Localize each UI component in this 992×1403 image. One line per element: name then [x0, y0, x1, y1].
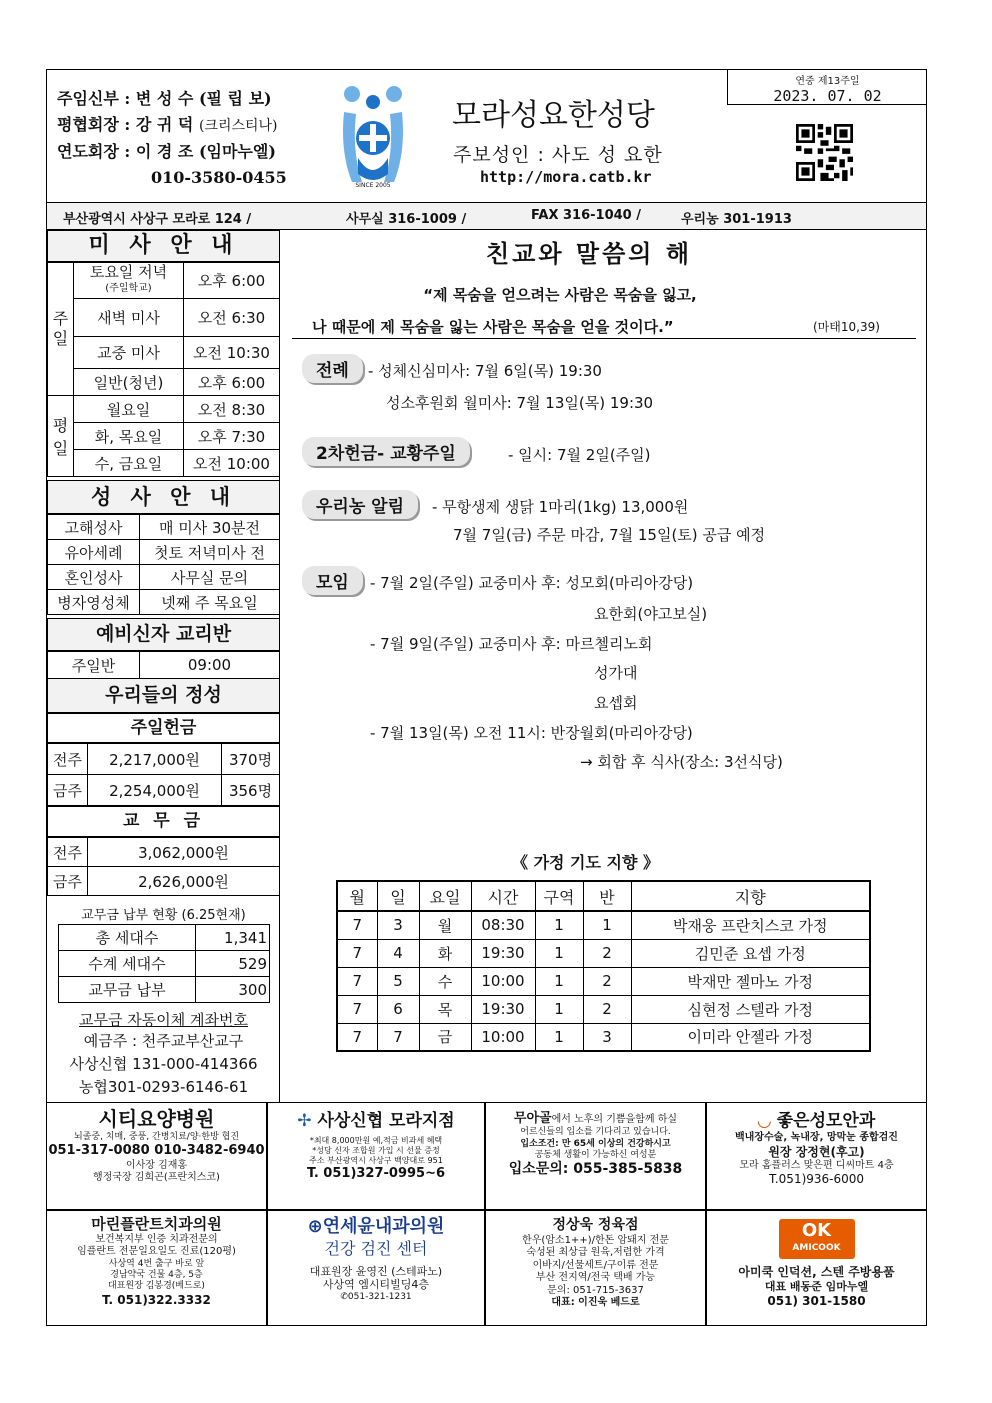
sacrament-info: 매 미사 30분전: [140, 515, 280, 540]
mass-table: [47, 262, 280, 477]
status-label: 수계 세대수: [59, 951, 196, 977]
notice-line: - 7월 2일(주일) 교중미사 후: 성모회(마리아강당): [370, 574, 694, 592]
mass-name: 화, 목요일: [74, 423, 184, 450]
notice-tag: 우리농 알림: [302, 490, 418, 519]
prayer-cell: 7: [377, 1023, 419, 1051]
ad-line: 뇌졸중, 치매, 중풍, 간병치료/양·한방 협진: [73, 1132, 240, 1142]
ad-line: 원장 장정현(후고): [768, 1144, 865, 1159]
credit-logo-icon: ✢: [297, 1111, 312, 1131]
ad-line: 사상역 4번 출구 바로 앞: [108, 1258, 205, 1269]
council-president-name: (크리스티나): [198, 118, 278, 134]
prayer-header: 요일: [419, 881, 471, 911]
yeondo-president: 연도회장 : 이 경 조 (임마누엘): [57, 142, 276, 161]
prayer-header: 구역: [535, 881, 583, 911]
sacrament-title: 성 사 안 내: [47, 480, 280, 514]
issue-box: [727, 69, 927, 105]
dues-amount: 2,626,000원: [88, 867, 280, 896]
ad-line: 무아골에서 노후의 기쁨을함께 하실: [513, 1111, 678, 1126]
mass-time: 오전 10:30: [184, 337, 280, 369]
ad-line: 숙성된 최상급 원육,저렴한 가격: [526, 1247, 665, 1258]
mass-time: 오전 6:30: [184, 299, 280, 337]
dues-amount: 3,062,000원: [88, 838, 280, 867]
mass-time: 오전 10:00: [184, 450, 280, 477]
notice-line: → 회합 후 식사(장소: 3선식당): [580, 753, 783, 771]
prayer-cell: 1: [535, 911, 583, 939]
prayer-cell: 박재만 젤마노 가정: [631, 967, 870, 995]
ad-line: 건강 검진 센터: [324, 1238, 428, 1258]
prayer-cell: 7: [337, 939, 377, 967]
sacrament-info: 사무실 문의: [140, 565, 280, 590]
prayer-cell: 화: [419, 939, 471, 967]
ad-line: 051-317-0080 010-3482-6940: [48, 1143, 265, 1159]
dues-label: 전주: [48, 838, 88, 867]
ad-line: 입소조건: 만 65세 이상의 건강하시고: [520, 1138, 671, 1149]
ad-line: 보건복지부 인증 치과전문의: [95, 1233, 218, 1245]
notice-line: - 7월 13일(목) 오전 11시: 반장월회(마리아강당): [370, 724, 693, 742]
prayer-cell: 1: [583, 911, 631, 939]
qr-code-icon[interactable]: [796, 124, 853, 181]
amicook-logo: [779, 1219, 855, 1259]
sunday-offering-title: 주일헌금: [47, 713, 280, 743]
issue-date: 2023. 07. 02: [773, 87, 882, 105]
prayer-cell: 월: [419, 911, 471, 939]
clinic-logo-icon: ⊕: [307, 1216, 323, 1237]
prayer-cell: 10:00: [471, 967, 535, 995]
prayer-cell: 1: [535, 1023, 583, 1051]
account-number: 농협301-0293-6146-61: [78, 1078, 249, 1096]
prayer-cell: 10:00: [471, 1023, 535, 1051]
mass-name: 교중 미사: [74, 337, 184, 369]
mass-time: 오후 6:00: [184, 369, 280, 396]
notice-liturgy: [302, 354, 363, 383]
ad-city-hospital: [46, 1102, 267, 1210]
notice-line: - 무항생제 생닭 1마리(1kg) 13,000원: [432, 498, 689, 516]
mass-name: 수, 금요일: [74, 450, 184, 477]
sacrament-name: 혼인성사: [48, 565, 140, 590]
mass-time: 오후 6:00: [184, 263, 280, 299]
sunday-offering-table: [47, 743, 280, 806]
mass-title: 미 사 안 내: [47, 230, 280, 262]
weekday-label: 평일: [48, 396, 74, 477]
amicook-logo-icon: OK: [801, 1220, 832, 1241]
council-president: 평협회장 : 강 귀 덕: [57, 115, 199, 134]
ad-title: ✢ 사상신협 모라지점: [297, 1111, 455, 1131]
offering-title: 우리들의 정성: [47, 678, 280, 713]
notice-collection: [302, 437, 470, 466]
ad-line: T. 051)327-0995~6: [306, 1166, 446, 1182]
ad-title: 마린플란트치과의원: [91, 1215, 222, 1233]
sacrament-info: 첫토 저녁미사 전: [140, 540, 280, 565]
ad-sasang-credit: [267, 1102, 485, 1210]
ad-line: 051) 301-1580: [767, 1293, 866, 1308]
ad-line: 어르신들의 입소를 기다리고 있습니다.: [520, 1127, 671, 1138]
prayer-cell: 1: [535, 939, 583, 967]
offering-amount: 2,217,000원: [88, 744, 222, 775]
account-list: [47, 1030, 280, 1099]
phone-icon: ✆: [340, 1292, 348, 1302]
offering-label: 전주: [48, 744, 88, 775]
quote-line-2: 나 때문에 제 목숨을 잃는 사람은 목숨을 얻을 것이다.”: [312, 318, 674, 336]
dues-table: [47, 837, 280, 896]
notice-line: - 7월 9일(주일) 교중미사 후: 마르첼리노회: [370, 635, 653, 653]
ad-line: 임플란트 전문일요일도 진료(120평): [77, 1246, 236, 1258]
ad-line: 한우(암소1++)/한돈 암돼지 전문: [522, 1234, 669, 1246]
ad-line: ✆051-321-1231: [340, 1292, 412, 1302]
ad-title: ⊕연세윤내과의원: [307, 1216, 445, 1237]
prayer-row: [337, 1023, 870, 1051]
dues-label: 금주: [48, 867, 88, 896]
prayer-row: [337, 967, 870, 995]
ad-line: T. 051)322.3332: [102, 1292, 211, 1307]
notice-tag: 모임: [302, 566, 363, 595]
quote-line-1: “제 목숨을 얻으려는 사람은 목숨을 잃고,: [423, 286, 697, 304]
ad-butcher: [485, 1210, 706, 1326]
ad-line: *최대 8,000만원 예,적금 비과세 혜택: [309, 1136, 443, 1146]
prayer-row: [337, 995, 870, 1023]
offering-count: 356명: [222, 775, 280, 806]
notice-line: 요한회(야고보실): [594, 605, 708, 623]
catechumen-title: 예비신자 교리반: [47, 618, 280, 651]
prayer-cell: 금: [419, 1023, 471, 1051]
account-holder: 예금주 : 천주교부산교구: [83, 1032, 244, 1050]
ad-yonsei-clinic: [267, 1210, 485, 1326]
status-label: 총 세대수: [59, 925, 196, 951]
prayer-cell: 수: [419, 967, 471, 995]
prayer-header: 반: [583, 881, 631, 911]
catechumen-label: 주일반: [48, 652, 140, 679]
ad-line: 문의: 051-715-3637: [547, 1284, 644, 1296]
prayer-cell: 2: [583, 967, 631, 995]
logo-since: SINCE 2005: [355, 182, 391, 189]
prayer-cell: 심현정 스텔라 가정: [631, 995, 870, 1023]
website-url[interactable]: http://mora.catb.kr: [480, 168, 652, 186]
patron-saint: 주보성인 : 사도 성 요한: [453, 144, 663, 166]
prayer-cell: 19:30: [471, 939, 535, 967]
status-label: 교무금 납부: [59, 977, 196, 1003]
year-title: 친교와 말씀의 해: [486, 240, 692, 268]
pastor: 주임신부 : 변 성 수 (필 립 보): [57, 89, 272, 108]
ad-title: 정상욱 정육점: [552, 1217, 639, 1233]
prayer-cell: 이미라 안젤라 가정: [631, 1023, 870, 1051]
prayer-cell: 목: [419, 995, 471, 1023]
prayer-header: 일: [377, 881, 419, 911]
ad-title: 아미쿡 인덕션, 스텐 주방용품: [738, 1265, 895, 1279]
ad-line: 부산 전지역/전국 택배 가능: [535, 1272, 656, 1283]
address-bar: [46, 202, 927, 230]
prayer-cell: 7: [337, 967, 377, 995]
notice-line: 성소후원회 월미사: 7월 13일(목) 19:30: [386, 394, 654, 412]
prayer-cell: 김민준 요셉 가정: [631, 939, 870, 967]
prayer-row: [337, 911, 870, 939]
prayer-cell: 3: [377, 911, 419, 939]
prayer-title: 《 가정 기도 지향 》: [512, 853, 660, 872]
farm-phone: 우리농 301-1913: [681, 212, 792, 227]
prayer-cell: 4: [377, 939, 419, 967]
sacrament-table: [47, 514, 280, 615]
prayer-cell: 박재웅 프란치스코 가정: [631, 911, 870, 939]
offering-count: 370명: [222, 744, 280, 775]
dues-status-title: 교무금 납부 현황 (6.25현재): [81, 908, 246, 923]
left-column: [47, 230, 280, 1102]
notice-tag: 2차헌금- 교황주일: [302, 437, 470, 466]
prayer-cell: 7: [337, 1023, 377, 1051]
catechumen-time: 09:00: [140, 652, 280, 679]
mass-time: 오후 7:30: [184, 423, 280, 450]
church-logo: [338, 82, 408, 192]
mass-time: 오전 8:30: [184, 396, 280, 423]
ad-title: 시티요양병원: [98, 1107, 215, 1131]
ad-line: 백내장수술, 녹내장, 망막눈 종합검진: [735, 1132, 898, 1144]
ad-amicook: [706, 1210, 927, 1326]
notice-farm: [302, 490, 418, 519]
prayer-cell: 7: [337, 911, 377, 939]
prayer-header: 월: [337, 881, 377, 911]
ad-line: 이사장 김재홍: [125, 1159, 188, 1171]
ad-title: ◡ 좋은성모안과: [757, 1111, 876, 1131]
mass-name: 일반(청년): [74, 369, 184, 396]
prayer-cell: 19:30: [471, 995, 535, 1023]
ad-line: 입소문의: 055-385-5838: [508, 1161, 683, 1177]
prayer-row: [337, 939, 870, 967]
ad-line: 공동체 생활이 가능하신 여성분: [534, 1149, 657, 1160]
ad-line: 경남약국 건물 4층, 5층: [110, 1270, 203, 1280]
catechumen-table: [47, 651, 280, 679]
ad-muagol: [485, 1102, 706, 1210]
prayer-cell: 1: [535, 967, 583, 995]
ad-line: 행정국장 김희곤(프란치스코): [93, 1172, 220, 1183]
quote-reference: (마태10,39): [813, 320, 880, 334]
status-value: 300: [196, 977, 270, 1003]
sacrament-name: 고해성사: [48, 515, 140, 540]
sunday-label: 주일: [48, 263, 74, 396]
prayer-cell: 1: [535, 995, 583, 1023]
sacrament-info: 넷째 주 목요일: [140, 590, 280, 615]
ad-line: T.051)936-6000: [768, 1172, 865, 1187]
quote-divider: [292, 338, 916, 339]
notice-tag: 전례: [302, 354, 363, 383]
ad-line: 사상역 엠시티빌딩4층: [322, 1278, 430, 1292]
offering-amount: 2,254,000원: [88, 775, 222, 806]
ad-line: 주소 부산광역시 사상구 백양대로 951: [309, 1156, 443, 1166]
prayer-cell: 5: [377, 967, 419, 995]
header-staff: [57, 86, 307, 191]
notice-meetings: [302, 566, 363, 595]
church-name: 모라성요한성당: [452, 98, 655, 133]
sacrament-name: 병자영성체: [48, 590, 140, 615]
prayer-cell: 2: [583, 939, 631, 967]
sacrament-name: 유아세례: [48, 540, 140, 565]
ad-line: 대표 배동준 임마누엘: [764, 1280, 869, 1293]
mass-name: 토요일 저녁 (주일학교): [74, 263, 184, 299]
mass-name: 월요일: [74, 396, 184, 423]
ad-line: *성당 신자 조합원 가입 시 선물 증정: [312, 1146, 440, 1156]
prayer-table: [336, 880, 871, 1052]
ad-line: 대표원장 김봉경(베드로): [108, 1281, 205, 1292]
prayer-cell: 3: [583, 1023, 631, 1051]
notice-line: - 성체신심미사: 7월 6일(목) 19:30: [368, 362, 602, 380]
auto-transfer-title: 교무금 자동이체 계좌번호: [79, 1011, 248, 1029]
ad-eye-clinic: [706, 1102, 927, 1210]
fax: FAX 316-1040 /: [531, 208, 641, 223]
status-value: 529: [196, 951, 270, 977]
dues-status-table: [58, 924, 270, 1003]
ad-line: 대표원장 윤영진 (스테파노): [309, 1264, 443, 1278]
prayer-cell: 7: [337, 995, 377, 1023]
notice-line: 요셉회: [594, 694, 638, 712]
prayer-cell: 08:30: [471, 911, 535, 939]
mass-name: 새벽 미사: [74, 299, 184, 337]
eye-logo-icon: ◡: [757, 1111, 771, 1131]
account-number: 사상신협 131-000-414366: [69, 1055, 258, 1073]
notice-line: 성가대: [594, 664, 638, 682]
prayer-cell: 6: [377, 995, 419, 1023]
ad-line: 이바지/선물세트/구이류 전문: [532, 1259, 659, 1271]
prayer-header: 지향: [631, 881, 870, 911]
offering-label: 금주: [48, 775, 88, 806]
address: 부산광역시 사상구 모라로 124 /: [63, 212, 252, 227]
issue-week: 연중 제13주일: [795, 76, 860, 87]
contact-phone: 010-3580-0455: [151, 168, 287, 187]
ad-line: 대표: 이진욱 베드로: [551, 1297, 640, 1308]
prayer-header: 시간: [471, 881, 535, 911]
dues-title: 교 무 금: [47, 806, 280, 837]
office-phone: 사무실 316-1009 /: [346, 212, 467, 227]
ad-marine-dental: [46, 1210, 267, 1326]
amicook-brand: AMICOOK: [792, 1243, 841, 1253]
notice-line: 7월 7일(금) 주문 마감, 7월 15일(토) 공급 예정: [453, 526, 766, 544]
ad-line: 모라 홈플러스 맞은편 디씨마트 4층: [739, 1159, 894, 1171]
notice-line: - 일시: 7월 2일(주일): [508, 446, 651, 464]
status-value: 1,341: [196, 925, 270, 951]
prayer-cell: 2: [583, 995, 631, 1023]
